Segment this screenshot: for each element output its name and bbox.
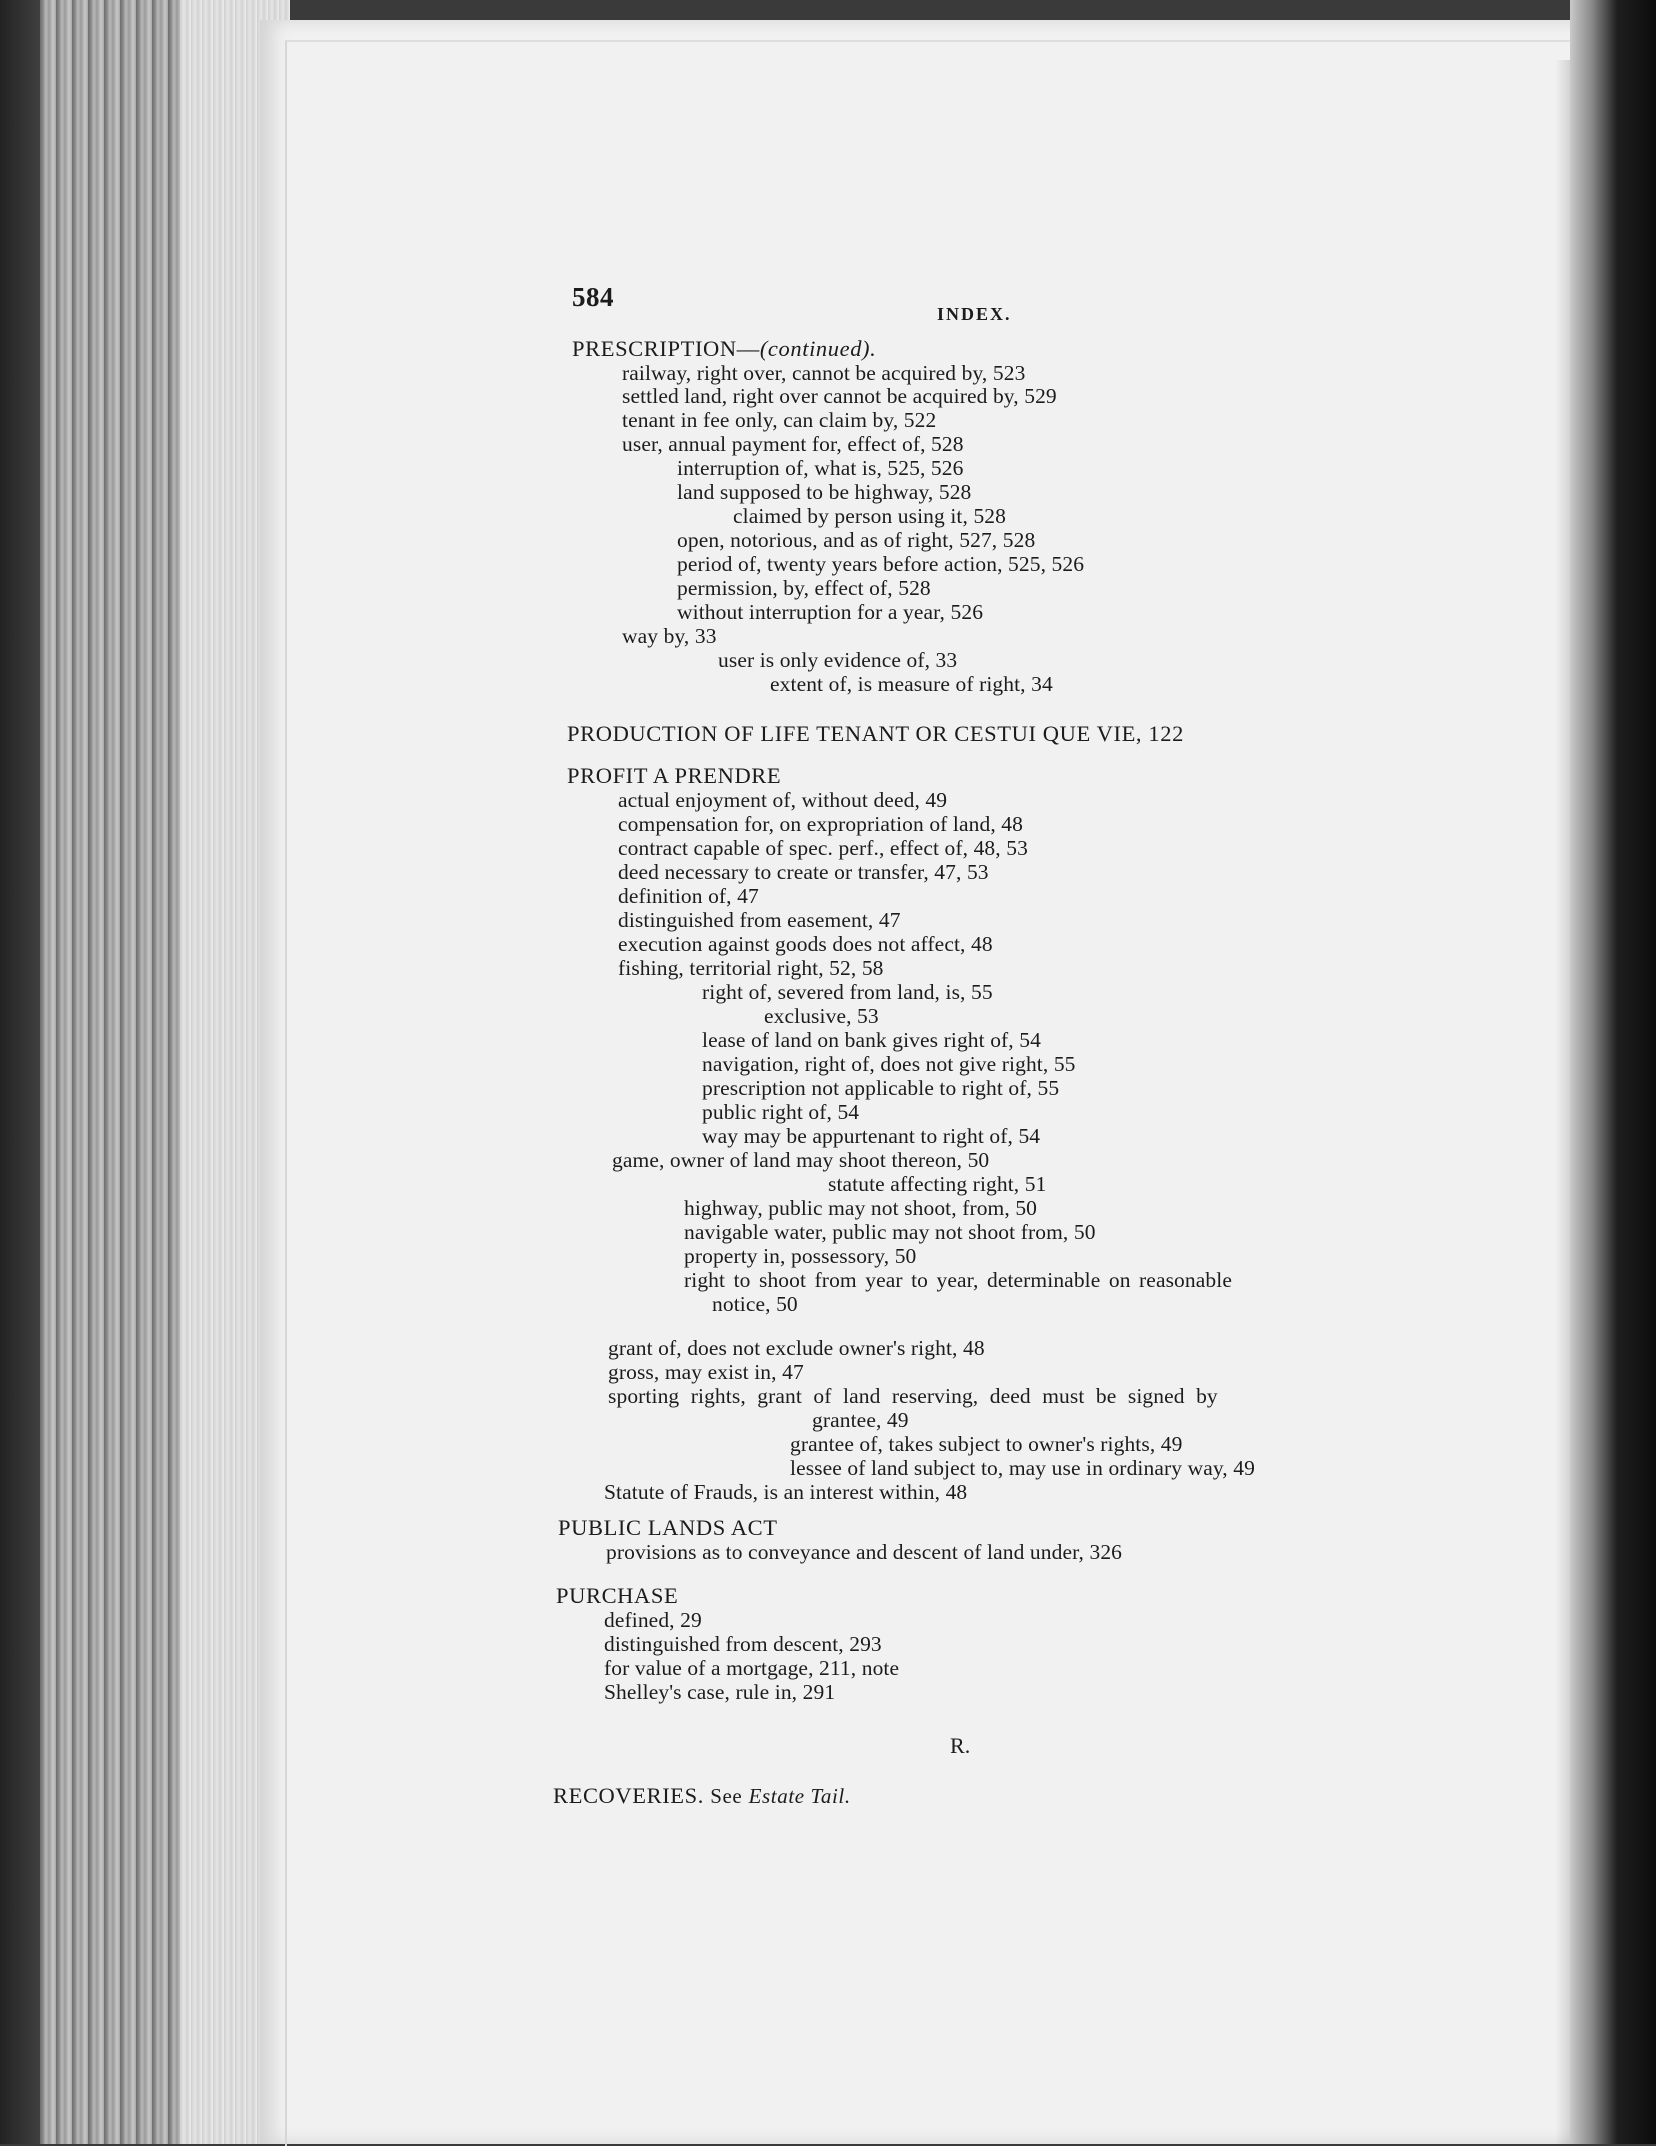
index-subentry: right to shoot from year to year, determinable on reasonable [684, 1268, 1232, 1292]
index-subentry: land supposed to be highway, 528 [677, 480, 972, 504]
running-head: INDEX. [937, 304, 1012, 324]
index-entry: Statute of Frauds, is an interest within, 48 [604, 1480, 968, 1504]
index-entry: provisions as to conveyance and descent of land under, 326 [606, 1540, 1123, 1564]
index-subentry: highway, public may not shoot, from, 50 [684, 1196, 1038, 1220]
index-heading-production: PRODUCTION OF LIFE TENANT OR CESTUI QUE VIE, 122 [567, 721, 1184, 746]
index-subentry: permission, by, effect of, 528 [677, 576, 931, 600]
index-subentry: interruption of, what is, 525, 526 [677, 456, 964, 480]
index-subentry: navigable water, public may not shoot from, 50 [684, 1220, 1096, 1244]
index-subentry: right of, severed from land, is, 55 [702, 980, 993, 1004]
continued-label: (continued). [759, 336, 877, 361]
index-heading-purchase: PURCHASE [556, 1583, 679, 1608]
see-label: See [710, 1784, 743, 1808]
index-entry: contract capable of spec. perf., effect of, 48, 53 [618, 836, 1028, 860]
index-subentry: open, notorious, and as of right, 527, 528 [677, 528, 1036, 552]
index-heading-profit: PROFIT A PRENDRE [567, 763, 782, 788]
index-subentry: user is only evidence of, 33 [718, 648, 958, 672]
index-subentry: navigation, right of, does not give right, 55 [702, 1052, 1076, 1076]
index-heading-public-lands: PUBLIC LANDS ACT [558, 1515, 778, 1540]
index-entry: user, annual payment for, effect of, 528 [622, 432, 964, 456]
index-entry: grant of, does not exclude owner's right, 48 [608, 1336, 985, 1360]
heading-text: RECOVERIES. [553, 1783, 704, 1808]
index-subentry: public right of, 54 [702, 1100, 860, 1124]
index-entry: definition of, 47 [618, 884, 759, 908]
index-entry: for value of a mortgage, 211, note [604, 1656, 900, 1680]
index-subentry: extent of, is measure of right, 34 [770, 672, 1053, 696]
index-heading-prescription [572, 337, 876, 361]
index-entry: fishing, territorial right, 52, 58 [618, 956, 884, 980]
index-subentry: grantee of, takes subject to owner's rights, 49 [790, 1432, 1183, 1456]
index-entry: deed necessary to create or transfer, 47, 53 [618, 860, 989, 884]
section-letter: R. [950, 1733, 971, 1758]
index-entry: compensation for, on expropriation of land, 48 [618, 812, 1023, 836]
cross-reference: Estate Tail. [748, 1784, 851, 1808]
index-subentry: period of, twenty years before action, 525, 526 [677, 552, 1085, 576]
index-subentry: claimed by person using it, 528 [733, 504, 1007, 528]
index-entry: execution against goods does not affect, 48 [618, 932, 993, 956]
index-entry: game, owner of land may shoot thereon, 50 [612, 1148, 990, 1172]
index-entry: railway, right over, cannot be acquired by, 523 [622, 361, 1026, 385]
index-subentry-continued: notice, 50 [712, 1292, 798, 1316]
index-subentry: lessee of land subject to, may use in ordinary way, 49 [790, 1456, 1255, 1480]
index-entry: sporting rights, grant of land reserving, deed must be signed by [608, 1384, 1218, 1408]
index-entry: way by, 33 [622, 624, 717, 648]
page-number: 584 [572, 282, 614, 312]
index-subentry: without interruption for a year, 526 [677, 600, 984, 624]
index-entry: distinguished from descent, 293 [604, 1632, 882, 1656]
heading-dash: — [736, 336, 760, 361]
index-subentry: exclusive, 53 [764, 1004, 879, 1028]
index-subentry: statute affecting right, 51 [828, 1172, 1047, 1196]
heading-text: PRESCRIPTION [572, 336, 737, 361]
index-entry: defined, 29 [604, 1608, 702, 1632]
index-subentry: prescription not applicable to right of, 55 [702, 1076, 1060, 1100]
index-entry-continued: grantee, 49 [812, 1408, 909, 1432]
index-subentry: way may be appurtenant to right of, 54 [702, 1124, 1041, 1148]
index-entry: tenant in fee only, can claim by, 522 [622, 408, 937, 432]
index-entry: distinguished from easement, 47 [618, 908, 901, 932]
index-entry: actual enjoyment of, without deed, 49 [618, 788, 948, 812]
index-subentry: property in, possessory, 50 [684, 1244, 917, 1268]
index-entry: Shelley's case, rule in, 291 [604, 1680, 836, 1704]
index-entry: gross, may exist in, 47 [608, 1360, 804, 1384]
index-entry: settled land, right over cannot be acquired by, 529 [622, 384, 1057, 408]
index-subentry: lease of land on bank gives right of, 54 [702, 1028, 1041, 1052]
index-heading-recoveries [553, 1784, 851, 1808]
